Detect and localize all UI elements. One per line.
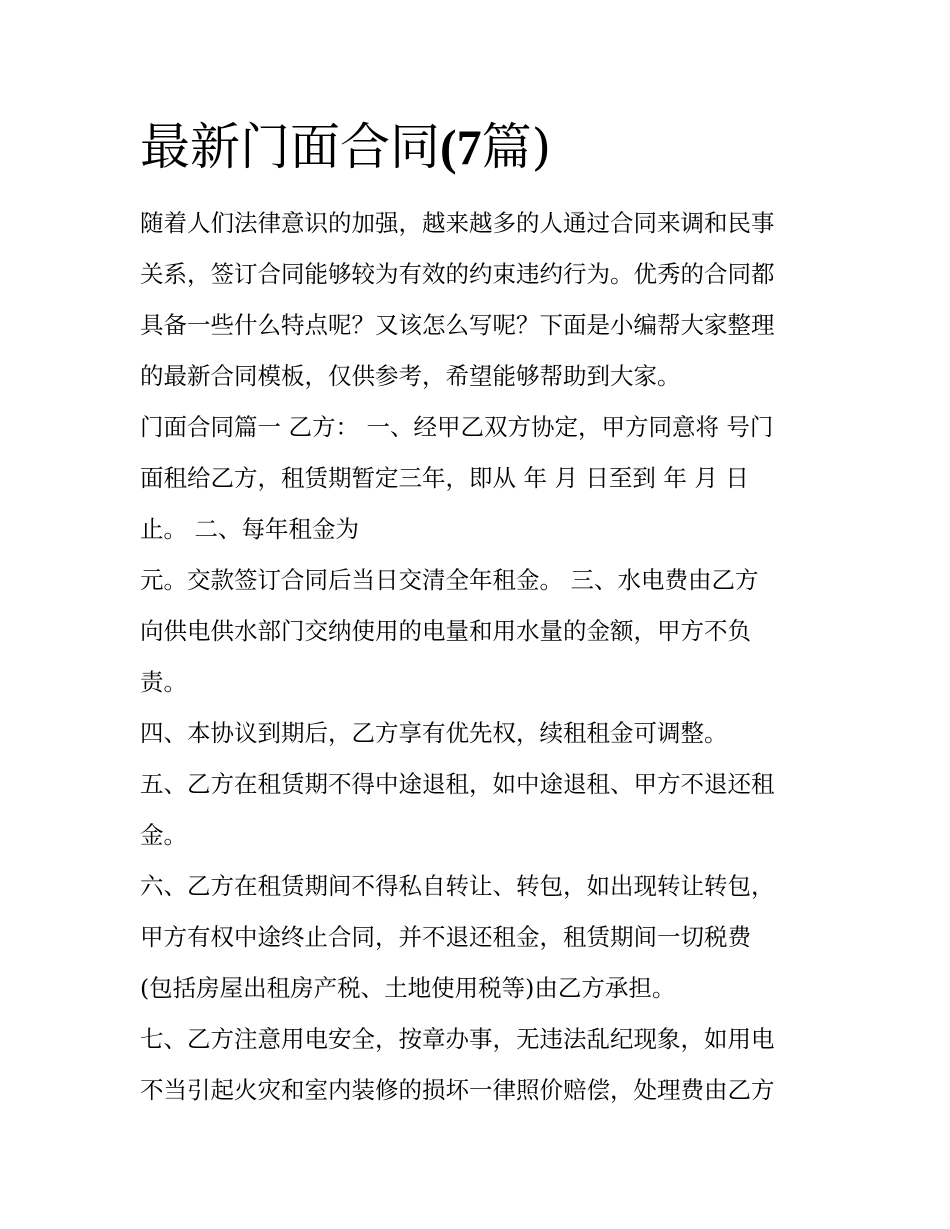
text-line: 随着人们法律意识的加强，越来越多的人通过合同来调和民事 (140, 209, 775, 237)
text-line: 元。交款签订合同后当日交清全年租金。 三、水电费由乙方 (140, 566, 759, 594)
text-line: (包括房屋出租房产税、土地使用税等)由乙方承担。 (140, 974, 676, 1002)
text-line: 止。 二、每年租金为 (140, 515, 359, 543)
text-line: 金。 (140, 821, 187, 849)
document-title (140, 112, 551, 182)
text-line: 甲方有权中途终止合同，并不退还租金，租赁期间一切税费 (140, 923, 751, 951)
title-count: (7 (440, 119, 482, 175)
text-line: 具备一些什么特点呢？又该怎么写呢？下面是小编帮大家整理 (140, 311, 775, 339)
text-line: 六、乙方在租赁期间不得私自转让、转包，如出现转让转包， (140, 872, 775, 900)
text-line: 门面合同篇一 乙方： 一、经甲乙双方协定，甲方同意将 号门 (140, 413, 774, 441)
text-line: 的最新合同模板，仅供参考，希望能够帮助到大家。 (140, 362, 681, 390)
text-line: 四、本协议到期后，乙方享有优先权，续租租金可调整。 (140, 719, 728, 747)
text-line: 向供电供水部门交纳使用的电量和用水量的金额，甲方不负 (140, 617, 751, 645)
text-line: 五、乙方在租赁期不得中途退租，如中途退租、甲方不退还租 (140, 770, 775, 798)
text-line: 七、乙方注意用电安全，按章办事，无违法乱纪现象，如用电 (140, 1025, 775, 1053)
text-line: 不当引起火灾和室内装修的损坏一律照价赔偿，处理费由乙方 (140, 1076, 775, 1104)
title-end: 篇) (481, 118, 552, 176)
text-line: 面租给乙方，租赁期暂定三年，即从 年 月 日至到 年 月 日 (140, 464, 749, 492)
text-line: 关系，签订合同能够较为有效的约束违约行为。优秀的合同都 (140, 260, 775, 288)
document-body (140, 198, 830, 1116)
title-text: 最新门面合同 (140, 118, 440, 176)
text-line: 责。 (140, 668, 187, 696)
